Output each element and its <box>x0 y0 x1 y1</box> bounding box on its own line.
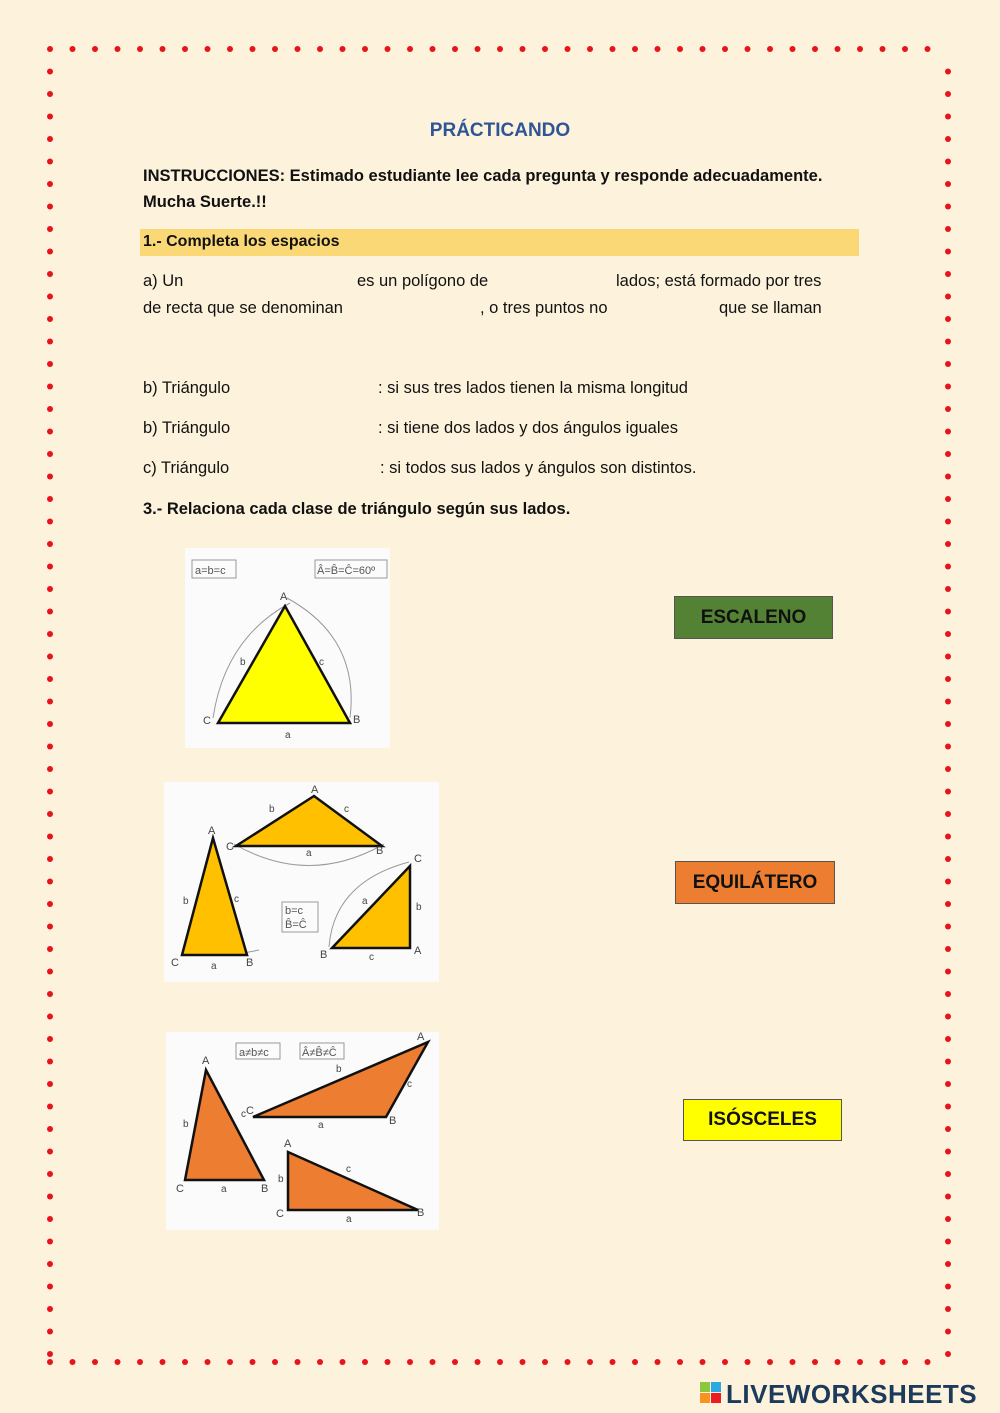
blank-input[interactable] <box>630 297 714 319</box>
border-dot <box>47 474 53 480</box>
border-dot <box>340 1359 346 1365</box>
side-label: c <box>241 1109 246 1120</box>
border-dot <box>317 1359 323 1365</box>
blank-input[interactable] <box>372 297 476 319</box>
border-dot <box>47 406 53 412</box>
border-dot <box>497 1359 503 1365</box>
border-dot <box>945 114 951 120</box>
border-dot <box>47 946 53 952</box>
border-dot <box>47 114 53 120</box>
border-dot <box>812 1359 818 1365</box>
line-a-word-1: a) Un <box>143 272 184 290</box>
border-dot <box>475 46 481 52</box>
side-label: b <box>183 1119 189 1130</box>
side-label: b <box>278 1174 284 1185</box>
border-dot <box>945 384 951 390</box>
vertex-label: A <box>208 825 216 837</box>
border-dot <box>945 294 951 300</box>
border-dot <box>47 631 53 637</box>
border-dot <box>945 429 951 435</box>
border-dot <box>430 46 436 52</box>
border-dot <box>945 1261 951 1267</box>
border-dot <box>407 46 413 52</box>
border-dot <box>632 46 638 52</box>
border-dot <box>767 1359 773 1365</box>
border-dot <box>250 46 256 52</box>
border-dot <box>47 1216 53 1222</box>
border-dot <box>857 46 863 52</box>
border-dot <box>430 1359 436 1365</box>
border-dot <box>47 1081 53 1087</box>
side-label: c <box>369 952 374 963</box>
border-dot <box>182 1359 188 1365</box>
border-dot <box>565 46 571 52</box>
border-dot <box>945 811 951 817</box>
border-dot <box>92 1359 98 1365</box>
border-dot <box>945 1194 951 1200</box>
border-dot <box>945 361 951 367</box>
border-dot <box>945 834 951 840</box>
border-dot <box>47 991 53 997</box>
border-dot <box>945 856 951 862</box>
label-equilatero[interactable]: EQUILÁTERO <box>675 861 835 904</box>
triangle-shape <box>332 866 410 948</box>
border-dot <box>227 46 233 52</box>
border-dot <box>452 1359 458 1365</box>
border-dot <box>47 496 53 502</box>
border-dot <box>137 1359 143 1365</box>
border-dot <box>47 744 53 750</box>
side-label: a <box>221 1184 227 1195</box>
vertex-label: A <box>202 1055 210 1067</box>
side-label: a <box>346 1214 352 1225</box>
border-dot <box>47 609 53 615</box>
item-b2-text: : si tiene dos lados y dos ángulos iguales <box>378 419 678 437</box>
border-dot <box>945 766 951 772</box>
border-dot <box>47 159 53 165</box>
border-dot <box>47 811 53 817</box>
side-label: c <box>234 894 239 905</box>
border-dot <box>542 46 548 52</box>
border-dot <box>902 46 908 52</box>
side-label: a <box>306 848 312 859</box>
side-label: a <box>211 961 217 972</box>
blank-input[interactable] <box>248 377 372 399</box>
liveworksheets-logo <box>698 1376 998 1410</box>
border-dot <box>945 1149 951 1155</box>
border-dot <box>47 69 53 75</box>
isosceles-triangle-figure[interactable] <box>164 782 439 982</box>
border-dot <box>945 879 951 885</box>
side-label: b <box>183 896 189 907</box>
side-label: b <box>269 804 275 815</box>
border-dot <box>945 519 951 525</box>
vertex-label: B <box>376 845 384 857</box>
vertex-label: A <box>311 784 319 796</box>
border-dot <box>745 1359 751 1365</box>
border-dot <box>835 1359 841 1365</box>
vertex-label: A <box>414 945 422 957</box>
side-label: a <box>362 896 368 907</box>
border-dot <box>700 1359 706 1365</box>
vertex-label: C <box>203 715 211 727</box>
border-dot <box>945 609 951 615</box>
border-dot <box>47 1036 53 1042</box>
border-dot <box>945 1036 951 1042</box>
border-dot <box>47 294 53 300</box>
border-dot <box>945 159 951 165</box>
border-dot <box>565 1359 571 1365</box>
border-dot <box>47 834 53 840</box>
border-dot <box>722 1359 728 1365</box>
border-dot <box>767 46 773 52</box>
border-dot <box>945 1081 951 1087</box>
border-dot <box>227 1359 233 1365</box>
equilateral-triangle-figure[interactable] <box>185 548 390 748</box>
border-dot <box>945 339 951 345</box>
vertex-label: A <box>280 591 288 603</box>
border-dot <box>945 564 951 570</box>
border-dot <box>160 1359 166 1365</box>
border-dot <box>677 46 683 52</box>
border-dot <box>655 46 661 52</box>
border-dot <box>880 1359 886 1365</box>
border-dot <box>945 789 951 795</box>
border-dot <box>362 46 368 52</box>
border-dot <box>945 991 951 997</box>
vertex-label: A <box>417 1032 425 1043</box>
border-dot <box>47 721 53 727</box>
border-dot <box>700 46 706 52</box>
vertex-label: C <box>176 1183 184 1195</box>
item-b1-text: : si sus tres lados tienen la misma longitud <box>378 379 688 397</box>
item-c-text: : si todos sus lados y ángulos son distintos. <box>380 459 697 477</box>
border-dot <box>945 969 951 975</box>
border-dot <box>945 474 951 480</box>
border-dot <box>857 1359 863 1365</box>
border-dot <box>945 226 951 232</box>
border-dot <box>47 361 53 367</box>
border-dot <box>47 1171 53 1177</box>
border-dot <box>47 91 53 97</box>
formula-sides: b=c <box>285 905 304 917</box>
border-dot <box>92 46 98 52</box>
border-dot <box>945 496 951 502</box>
border-dot <box>945 69 951 75</box>
border-dot <box>47 519 53 525</box>
label-isosceles[interactable]: ISÓSCELES <box>683 1099 842 1141</box>
vertex-label: B <box>246 957 254 969</box>
side-label: c <box>319 657 324 668</box>
border-dot <box>272 1359 278 1365</box>
side-label: c <box>407 1079 412 1090</box>
border-dot <box>520 1359 526 1365</box>
border-dot <box>945 631 951 637</box>
border-dot <box>137 46 143 52</box>
border-dot <box>47 1351 53 1357</box>
border-dot <box>47 676 53 682</box>
border-dot <box>250 1359 256 1365</box>
border-dot <box>47 654 53 660</box>
border-dot <box>47 901 53 907</box>
blank-input[interactable] <box>246 457 374 479</box>
border-dot <box>945 1126 951 1132</box>
border-dot <box>587 1359 593 1365</box>
border-dot <box>945 91 951 97</box>
border-dot <box>945 699 951 705</box>
side-label: b <box>240 657 246 668</box>
triangle-shape <box>253 1042 428 1117</box>
border-dot <box>610 46 616 52</box>
border-dot <box>70 1359 76 1365</box>
border-dot <box>47 1306 53 1312</box>
border-dot <box>47 1194 53 1200</box>
border-dot <box>47 766 53 772</box>
border-dot <box>205 46 211 52</box>
border-dot <box>902 1359 908 1365</box>
border-dot <box>945 316 951 322</box>
item-c-prefix: c) Triángulo <box>143 459 230 477</box>
border-dot <box>945 249 951 255</box>
border-dot <box>655 1359 661 1365</box>
border-dot <box>945 924 951 930</box>
instructions: INSTRUCCIONES: Estimado estudiante lee cada pregunta y responde adecuadamente. Mucha Suerte.!! <box>143 167 823 211</box>
border-dot <box>945 271 951 277</box>
brand-text: LIVEWORKSHEETS <box>726 1379 978 1409</box>
border-dot <box>925 1359 931 1365</box>
vertex-label: C <box>171 957 179 969</box>
border-dot <box>945 1284 951 1290</box>
logo-square <box>700 1393 710 1403</box>
border-dot <box>205 1359 211 1365</box>
border-dot <box>340 46 346 52</box>
triangle-shape <box>218 606 350 723</box>
side-label: c <box>344 804 349 815</box>
border-dot <box>945 451 951 457</box>
triangle-shape <box>288 1152 418 1210</box>
formula-sides: a≠b≠c <box>239 1047 269 1059</box>
line-a-word-2: es un polígono de <box>357 272 489 290</box>
border-dot <box>945 181 951 187</box>
border-dot <box>945 1306 951 1312</box>
item-b2-prefix: b) Triángulo <box>143 419 231 437</box>
border-dot <box>47 1284 53 1290</box>
border-dot <box>47 879 53 885</box>
border-dot <box>47 1126 53 1132</box>
border-dot <box>945 654 951 660</box>
border-dot <box>47 384 53 390</box>
border-dot <box>945 541 951 547</box>
formula-angles: B̂=Ĉ <box>285 919 307 931</box>
border-dot <box>945 1216 951 1222</box>
border-dot <box>47 271 53 277</box>
border-dot <box>47 339 53 345</box>
border-dot <box>497 46 503 52</box>
border-dot <box>47 1359 53 1365</box>
border-dot <box>272 46 278 52</box>
border-dot <box>47 249 53 255</box>
formula-angles: Â=B̂=Ĉ=60º <box>317 565 376 577</box>
border-dot <box>835 46 841 52</box>
border-dot <box>47 316 53 322</box>
border-dot <box>475 1359 481 1365</box>
border-dot <box>945 744 951 750</box>
border-dot <box>587 46 593 52</box>
border-dot <box>790 1359 796 1365</box>
line-a-word-6: que se llaman <box>719 299 822 317</box>
border-dot <box>47 181 53 187</box>
vertex-label: C <box>246 1105 254 1117</box>
border-dot <box>47 564 53 570</box>
border-dot <box>47 586 53 592</box>
border-dot <box>945 721 951 727</box>
border-dot <box>385 1359 391 1365</box>
vertex-label: B <box>389 1115 397 1127</box>
vertex-label: C <box>226 841 234 853</box>
formula-sides: a=b=c <box>195 565 226 577</box>
border-dot <box>945 204 951 210</box>
border-dot <box>47 451 53 457</box>
item-b1-prefix: b) Triángulo <box>143 379 231 397</box>
border-dot <box>47 1104 53 1110</box>
border-dot <box>945 1104 951 1110</box>
border-dot <box>945 901 951 907</box>
vertex-label: C <box>414 853 422 865</box>
border-dot <box>945 1059 951 1065</box>
question-3-heading: 3.- Relaciona cada clase de triángulo según sus lados. <box>143 500 571 518</box>
border-dot <box>47 856 53 862</box>
vertex-label: B <box>320 949 328 961</box>
side-label: b <box>416 902 422 913</box>
border-dot <box>945 1014 951 1020</box>
border-dot <box>945 676 951 682</box>
border-dot <box>47 1239 53 1245</box>
border-dot <box>790 46 796 52</box>
vertex-label: B <box>417 1207 425 1219</box>
border-dot <box>880 46 886 52</box>
border-dot <box>295 46 301 52</box>
side-label: b <box>336 1064 342 1075</box>
border-dot <box>610 1359 616 1365</box>
border-dot <box>945 586 951 592</box>
border-dot <box>47 969 53 975</box>
border-dot <box>47 789 53 795</box>
triangle-shape <box>185 1070 264 1180</box>
border-dot <box>745 46 751 52</box>
border-dot <box>160 46 166 52</box>
border-dot <box>945 1239 951 1245</box>
border-dot <box>677 1359 683 1365</box>
logo-square <box>711 1393 721 1403</box>
border-dot <box>945 1171 951 1177</box>
vertex-label: B <box>353 714 361 726</box>
border-dot <box>945 406 951 412</box>
side-label: a <box>285 730 291 741</box>
border-dot <box>542 1359 548 1365</box>
blank-input[interactable] <box>516 270 608 292</box>
vertex-label: C <box>276 1208 284 1220</box>
logo-square <box>711 1382 721 1392</box>
border-dot <box>47 1014 53 1020</box>
border-dot <box>945 946 951 952</box>
border-dot <box>70 46 76 52</box>
border-dot <box>182 46 188 52</box>
border-dot <box>47 699 53 705</box>
vertex-label: B <box>261 1183 269 1195</box>
border-dot <box>47 226 53 232</box>
border-dot <box>632 1359 638 1365</box>
border-dot <box>452 46 458 52</box>
side-label: c <box>346 1164 351 1175</box>
border-dot <box>47 46 53 52</box>
border-dot <box>47 1329 53 1335</box>
border-dot <box>47 1261 53 1267</box>
logo-square <box>700 1382 710 1392</box>
page-title: PRÁCTICANDO <box>429 120 571 141</box>
triangle-shape <box>236 796 382 846</box>
vertex-label: A <box>284 1138 292 1150</box>
border-dot <box>945 1329 951 1335</box>
blank-input[interactable] <box>248 417 372 439</box>
border-dot <box>925 46 931 52</box>
border-dot <box>115 1359 121 1365</box>
border-dot <box>47 924 53 930</box>
formula-angles: Â≠B̂≠Ĉ <box>302 1047 337 1059</box>
blank-input[interactable] <box>197 270 347 292</box>
border-dot <box>47 1149 53 1155</box>
question-1-heading: 1.- Completa los espacios <box>143 233 340 250</box>
border-dot <box>317 46 323 52</box>
border-dot <box>520 46 526 52</box>
side-label: a <box>318 1120 324 1131</box>
border-dot <box>47 429 53 435</box>
border-dot <box>362 1359 368 1365</box>
scalene-triangle-figure[interactable] <box>166 1032 439 1230</box>
border-dot <box>812 46 818 52</box>
label-escaleno[interactable]: ESCALENO <box>674 596 833 639</box>
line-a-word-3: lados; está formado por tres <box>616 272 822 290</box>
border-dot <box>47 541 53 547</box>
border-dot <box>295 1359 301 1365</box>
line-a-word-5: , o tres puntos no <box>480 299 608 317</box>
border-dot <box>722 46 728 52</box>
border-dot <box>47 1059 53 1065</box>
border-dot <box>47 204 53 210</box>
border-dot <box>385 46 391 52</box>
line-a-word-4: de recta que se denominan <box>143 299 343 317</box>
border-dot <box>115 46 121 52</box>
border-dot <box>945 1351 951 1357</box>
border-dot <box>407 1359 413 1365</box>
